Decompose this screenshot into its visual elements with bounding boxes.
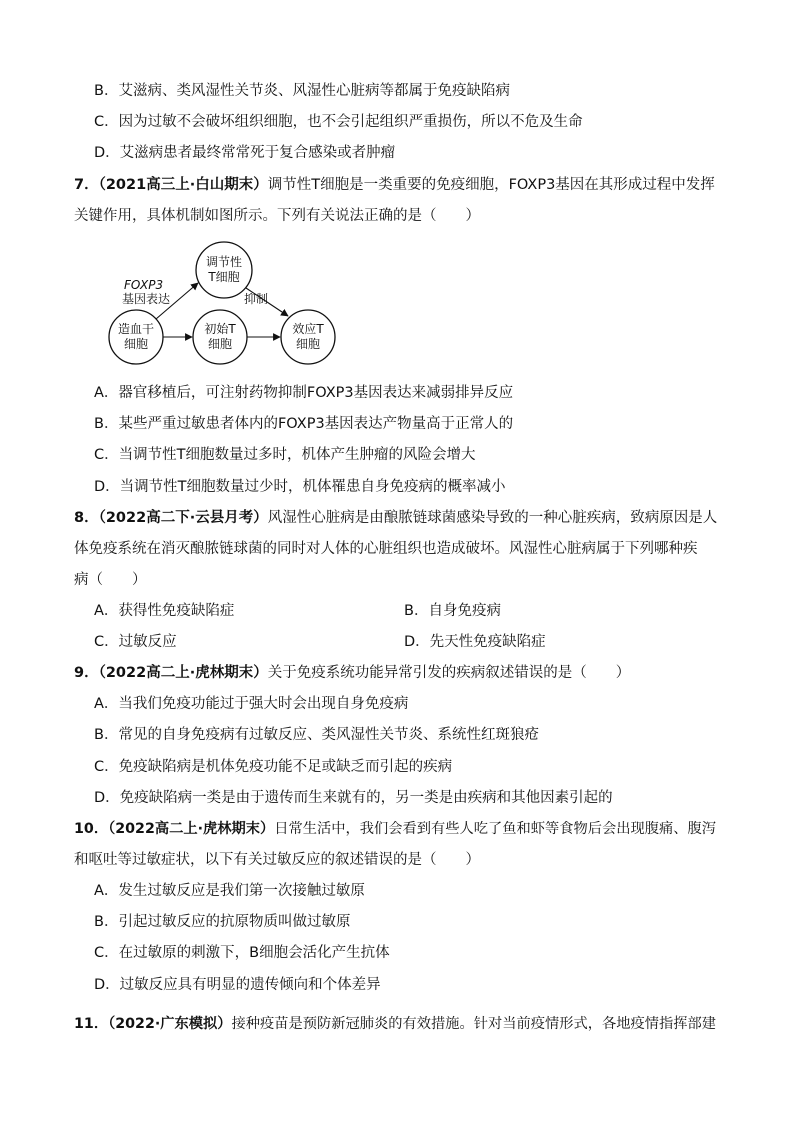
q9-source: （2022高二上·虎林期末） [98,665,268,681]
q10-source: （2022高二上·虎林期末） [108,821,275,837]
q6-option-b: B．艾滋病、类风湿性关节炎、风湿性心脏病等都属于免疫缺陷病 [94,83,510,99]
q7-option-b: B．某些严重过敏患者体内的FOXP3基因表达产物量高于正常人的 [94,416,514,432]
q7-source: （2021高三上·白山期末） [98,177,268,193]
q7-stem-line2: 关键作用，具体机制如图所示。下列有关说法正确的是（ ） [74,208,480,224]
edge-label-gene-expression: 基因表达 [122,292,171,306]
q8-stem-line2: 体免疫系统在消灭酿脓链球菌的同时对人体的心脏组织也造成破坏。风湿性心脏病属于下列哪种疾 [74,541,698,557]
q7-option-c: C．当调节性T细胞数量过多时，机体产生肿瘤的风险会增大 [94,447,476,463]
q9-option-a: A．当我们免疫功能过于强大时会出现自身免疫病 [94,696,409,712]
node-effector-label-1: 效应T [292,322,324,336]
q7-mechanism-diagram [100,238,360,368]
q8-stem-text1: 风湿性心脏病是由酿脓链球菌感染导致的一种心脏疾病，致病原因是人 [267,510,718,526]
q7-stem-text1: 调节性T细胞是一类重要的免疫细胞，FOXP3基因在其形成过程中发挥 [267,177,715,193]
q10-number: 10． [74,821,109,837]
q10-stem-text1: 日常生活中，我们会看到有些人吃了鱼和虾等食物后会出现腹痛、腹泻 [274,821,717,837]
q10-option-a: A．发生过敏反应是我们第一次接触过敏原 [94,883,365,899]
q7-option-d: D．当调节性T细胞数量过少时，机体罹患自身免疫病的概率减小 [94,479,506,495]
q10-stem-line1 [74,819,716,839]
q11-stem-line1 [74,1014,716,1034]
node-naive-label-2: 细胞 [207,337,233,351]
q10-option-c: C．在过敏原的刺激下，B细胞会活化产生抗体 [94,945,390,961]
edge-label-foxp3: FOXP3 [124,278,164,292]
q9-option-d: D．免疫缺陷病一类是由于遗传而生来就有的，另一类是由疾病和其他因素引起的 [94,790,613,806]
node-treg-label-2: T细胞 [208,270,240,284]
q9-stem-text1: 关于免疫系统功能异常引发的疾病叙述错误的是（ ） [267,665,631,681]
node-hsc-label-2: 细胞 [123,337,149,351]
q9-option-c: C．免疫缺陷病是机体免疫功能不足或缺乏而引起的疾病 [94,759,453,775]
q8-option-d: D．先天性免疫缺陷症 [404,634,546,650]
q8-option-c: C．过敏反应 [94,634,177,650]
q7-option-a: A．器官移植后，可注射药物抑制FOXP3基因表达来减弱排异反应 [94,385,514,401]
q10-option-d: D．过敏反应具有明显的遗传倾向和个体差异 [94,977,381,993]
q9-stem-line1 [74,663,630,683]
q11-source: （2022·广东模拟） [108,1016,232,1032]
q8-option-b: B．自身免疫病 [404,603,501,619]
node-effector-label-2: 细胞 [295,337,321,351]
q8-stem-line3: 病（ ） [74,572,147,588]
q8-number: 8． [74,510,99,526]
q8-option-a: A．获得性免疫缺陷症 [94,603,235,619]
q9-number: 9． [74,665,99,681]
q10-stem-line2: 和呕吐等过敏症状，以下有关过敏反应的叙述错误的是（ ） [74,852,480,868]
q7-number: 7． [74,177,99,193]
node-treg-label-1: 调节性 [205,255,243,269]
q9-option-b: B．常见的自身免疫病有过敏反应、类风湿性关节炎、系统性红斑狼疮 [94,727,539,743]
q7-stem-line1 [74,175,715,195]
q11-number: 11． [74,1016,109,1032]
q10-option-b: B．引起过敏反应的抗原物质叫做过敏原 [94,914,351,930]
edge-label-inhibit: 抑制 [244,292,269,306]
node-hsc-label-1: 造血干 [117,322,155,336]
q6-option-d: D．艾滋病患者最终常常死于复合感染或者肿瘤 [94,145,396,161]
node-naive-label-1: 初始T [204,322,236,336]
q11-stem-text1: 接种疫苗是预防新冠肺炎的有效措施。针对当前疫情形式，各地疫情指挥部建 [231,1016,717,1032]
q6-option-c: C．因为过敏不会破坏组织细胞，也不会引起组织严重损伤，所以不危及生命 [94,114,583,130]
q8-source: （2022高二下·云县月考） [98,510,268,526]
q8-stem-line1 [74,508,717,528]
